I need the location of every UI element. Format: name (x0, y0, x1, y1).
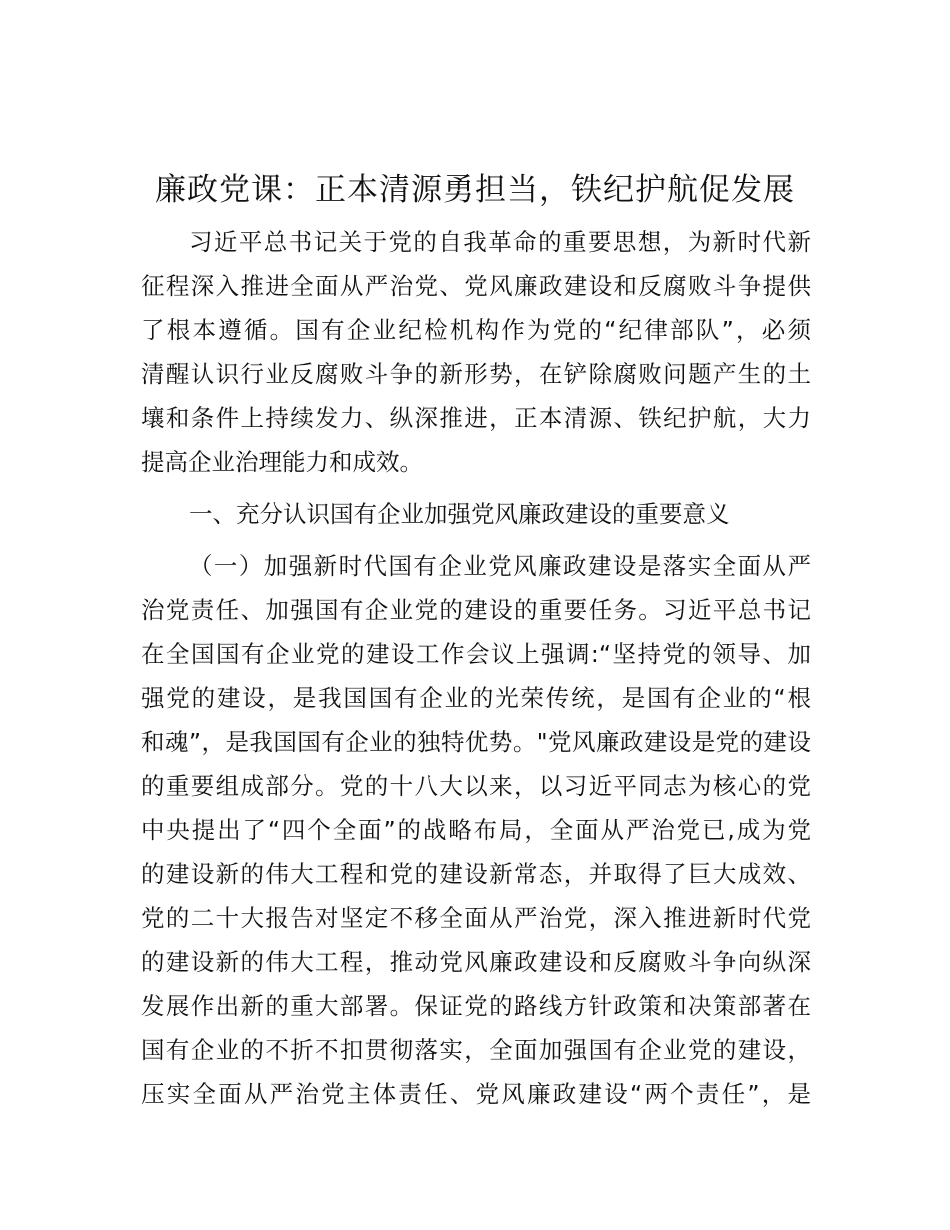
paragraph-line: 压实全面从严治党主体责任、党风廉政建设“两个责任”，是 (141, 1080, 811, 1108)
paragraph-line: 国有企业的不折不扣贯彻落实，全面加强国有企业党的建设， (141, 1036, 811, 1064)
page-title: 廉政党课：正本清源勇担当，铁纪护航促发展 (155, 172, 795, 208)
paragraph-line: 了根本遵循。国有企业纪检机构作为党的“纪律部队”，必须 (141, 316, 811, 344)
paragraph-line: 和魂”，是我国国有企业的独特优势。"党风廉政建设是党的建设 (141, 728, 811, 756)
paragraph-line: 治党责任、加强国有企业党的建设的重要任务。习近平总书记 (141, 596, 811, 624)
paragraph-line: 的重要组成部分。党的十八大以来，以习近平同志为核心的党 (141, 772, 811, 800)
paragraph-line: 强党的建设，是我国国有企业的光荣传统，是国有企业的“根 (141, 684, 811, 712)
paragraph-line: 习近平总书记关于党的自我革命的重要思想，为新时代新 (189, 228, 811, 256)
paragraph-line: 党的二十大报告对坚定不移全面从严治党，深入推进新时代党 (141, 904, 811, 932)
paragraph-line: 的建设新的伟大工程，推动党风廉政建设和反腐败斗争向纵深 (141, 948, 811, 976)
section-heading: 一、充分认识国有企业加强党风廉政建设的重要意义 (189, 500, 730, 528)
paragraph-line: 清醒认识行业反腐败斗争的新形势，在铲除腐败问题产生的土 (141, 360, 811, 388)
paragraph-line: 征程深入推进全面从严治党、党风廉政建设和反腐败斗争提供 (141, 272, 811, 300)
paragraph-line: 的建设新的伟大工程和党的建设新常态，并取得了巨大成效、 (141, 860, 811, 888)
paragraph-line: （一）加强新时代国有企业党风廉政建设是落实全面从严 (189, 552, 811, 580)
paragraph-line: 中央提出了“四个全面”的战略布局，全面从严治党已,成为党 (141, 816, 811, 844)
paragraph-line: 发展作出新的重大部署。保证党的路线方针政策和决策部著在 (141, 992, 811, 1020)
paragraph-line: 在全国国有企业党的建设工作会议上强调:“坚持党的领导、加 (141, 640, 811, 668)
paragraph-line: 壤和条件上持续发力、纵深推进，正本清源、铁纪护航，大力 (141, 404, 811, 432)
paragraph-line: 提高企业治理能力和成效。 (141, 448, 423, 476)
